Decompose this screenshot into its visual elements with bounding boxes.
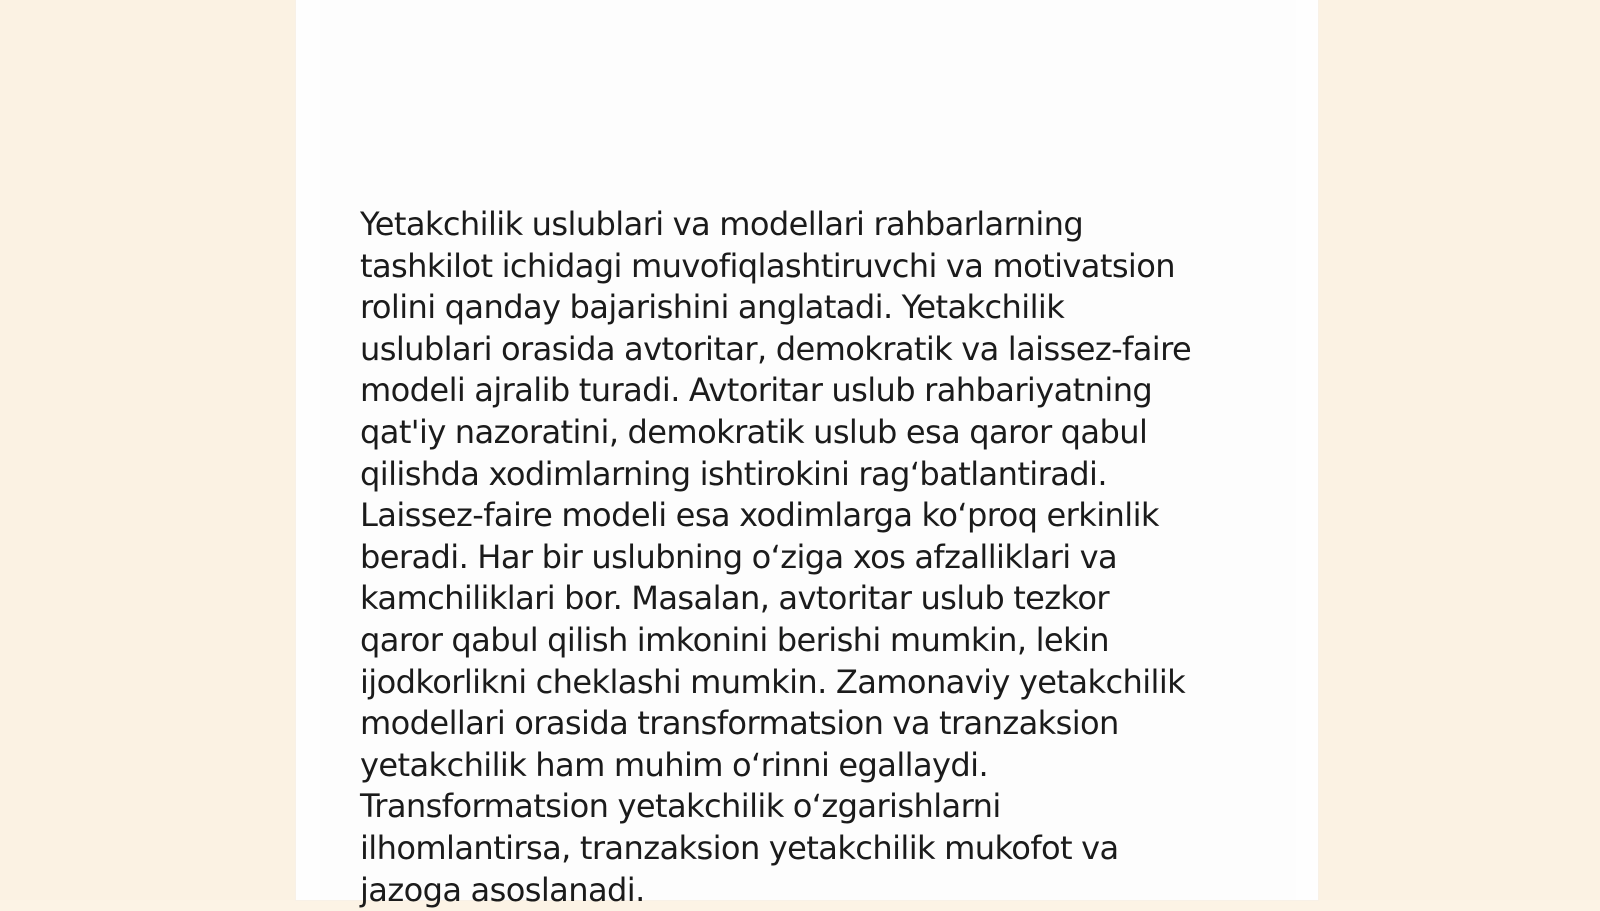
- paragraph-line: Laissez-faire modeli esa xodimlarga ko‘proq erkinlik: [360, 495, 1235, 537]
- paragraph-line: rolini qanday bajarishini anglatadi. Yetakchilik: [360, 287, 1235, 329]
- paragraph-line: jazoga asoslanadi.: [360, 870, 1235, 911]
- paragraph-line: qat'iy nazoratini, demokratik uslub esa qaror qabul: [360, 412, 1235, 454]
- paragraph-line: modeli ajralib turadi. Avtoritar uslub rahbariyatning: [360, 370, 1235, 412]
- paragraph-line: qaror qabul qilish imkonini berishi mumkin, lekin: [360, 620, 1235, 662]
- paragraph-line: qilishda xodimlarning ishtirokini rag‘batlantiradi.: [360, 454, 1235, 496]
- paragraph-line: modellari orasida transformatsion va tranzaksion: [360, 703, 1235, 745]
- body-paragraph: [360, 204, 1235, 911]
- paragraph-line: uslublari orasida avtoritar, demokratik va laissez-faire: [360, 329, 1235, 371]
- paragraph-line: Transformatsion yetakchilik o‘zgarishlarni: [360, 786, 1235, 828]
- paragraph-line: ilhomlantirsa, tranzaksion yetakchilik mukofot va: [360, 828, 1235, 870]
- paragraph-line: yetakchilik ham muhim o‘rinni egallaydi.: [360, 745, 1235, 787]
- paragraph-line: beradi. Har bir uslubning o‘ziga xos afzalliklari va: [360, 537, 1235, 579]
- paragraph-line: Yetakchilik uslublari va modellari rahbarlarning: [360, 204, 1235, 246]
- paragraph-line: tashkilot ichidagi muvofiqlashtiruvchi va motivatsion: [360, 246, 1235, 288]
- paragraph-line: kamchiliklari bor. Masalan, avtoritar uslub tezkor: [360, 578, 1235, 620]
- paragraph-line: ijodkorlikni cheklashi mumkin. Zamonaviy yetakchilik: [360, 662, 1235, 704]
